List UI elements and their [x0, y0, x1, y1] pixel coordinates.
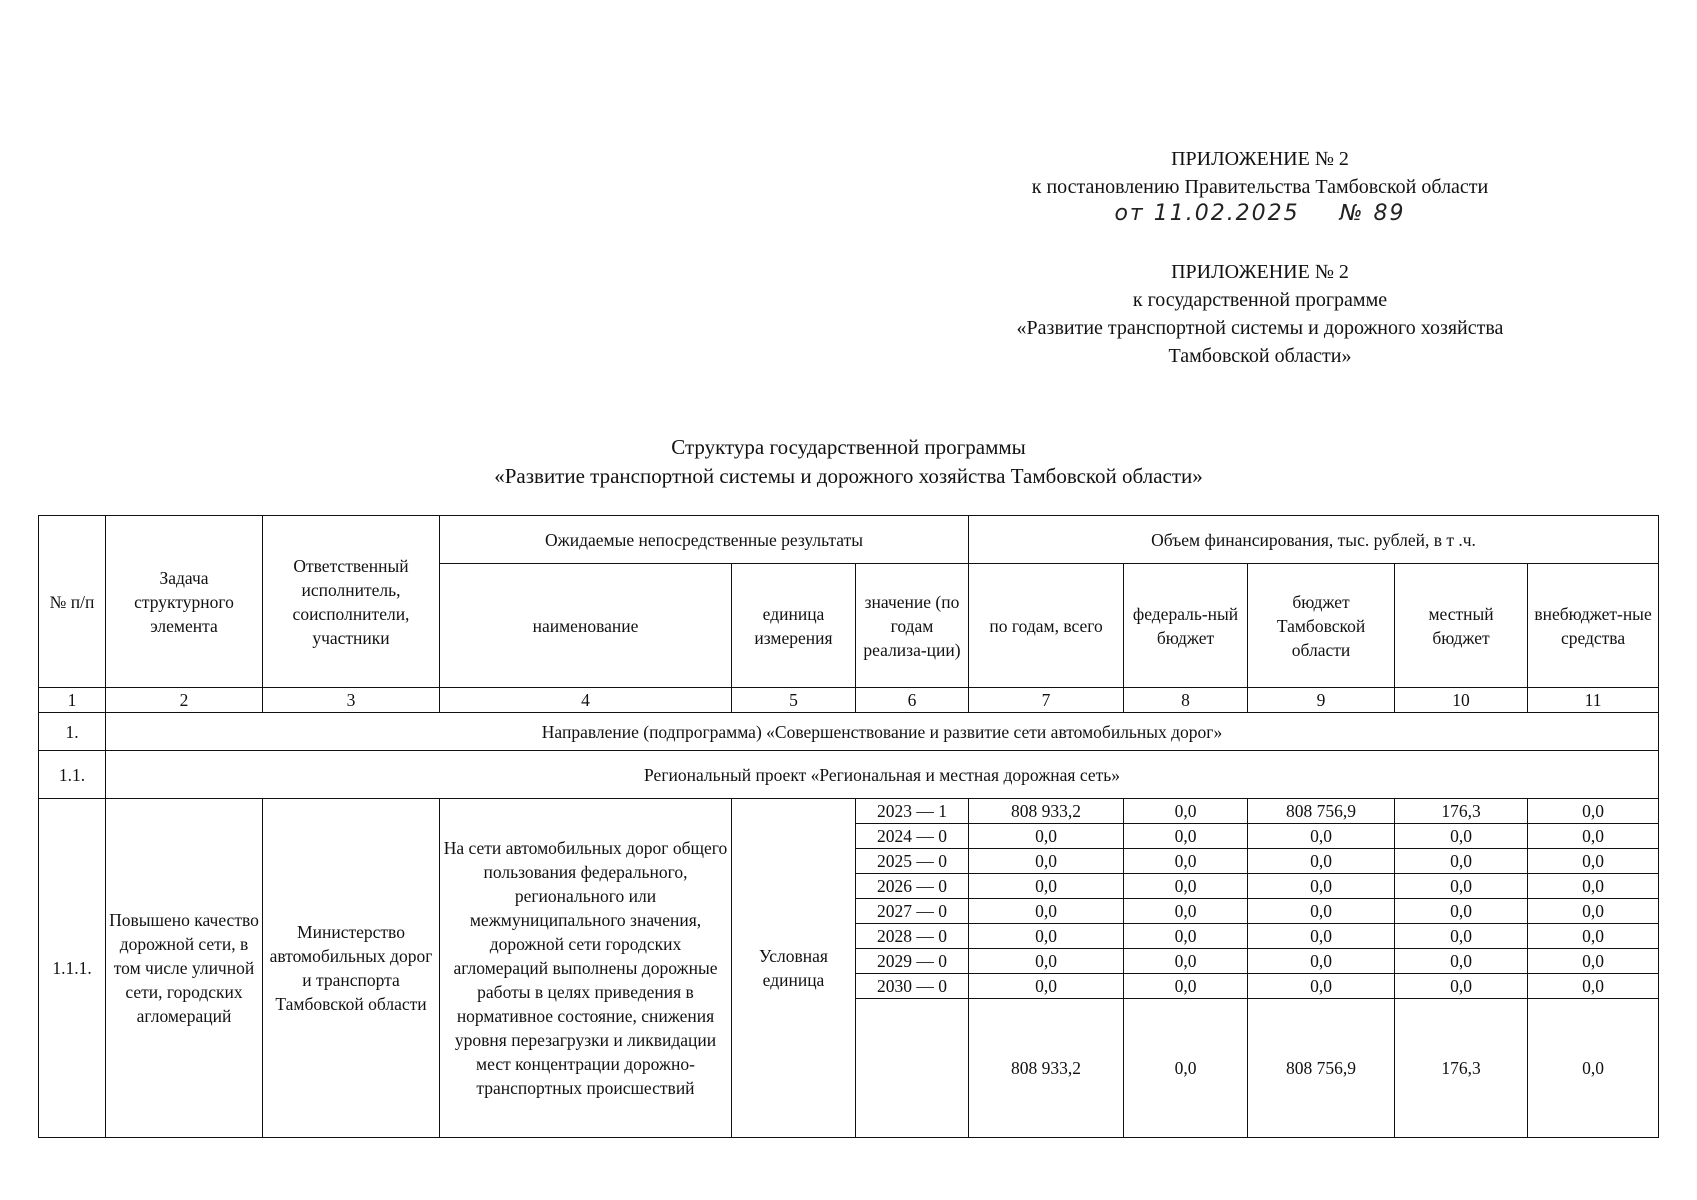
year-value: 2027 — 0 — [856, 899, 969, 924]
column-number: 2 — [106, 688, 263, 713]
appendix-program-title: ПРИЛОЖЕНИЕ № 2 — [1171, 261, 1349, 283]
header-federal: федераль-ный бюджет — [1124, 564, 1248, 688]
column-number: 4 — [440, 688, 732, 713]
year-value: 2030 — 0 — [856, 974, 969, 999]
year-value: 2024 — 0 — [856, 824, 969, 849]
document-title — [0, 433, 1697, 491]
year-extrabudget: 0,0 — [1528, 949, 1659, 974]
column-number-row — [39, 688, 1659, 713]
year-regional: 0,0 — [1248, 874, 1395, 899]
handwritten-date-number — [960, 201, 1560, 229]
subsection-num: 1.1. — [39, 751, 106, 799]
year-federal: 0,0 — [1124, 949, 1248, 974]
table-row — [39, 799, 1659, 824]
year-total: 808 933,2 — [969, 799, 1124, 824]
total-extrabudget: 0,0 — [1528, 999, 1659, 1138]
year-local: 0,0 — [1395, 974, 1528, 999]
year-value: 2029 — 0 — [856, 949, 969, 974]
year-extrabudget: 0,0 — [1528, 899, 1659, 924]
year-local: 0,0 — [1395, 849, 1528, 874]
column-number: 8 — [1124, 688, 1248, 713]
column-number: 3 — [263, 688, 440, 713]
column-number: 7 — [969, 688, 1124, 713]
document-title-line1: Структура государственной программы — [671, 435, 1026, 459]
year-federal: 0,0 — [1124, 874, 1248, 899]
year-extrabudget: 0,0 — [1528, 924, 1659, 949]
year-federal: 0,0 — [1124, 899, 1248, 924]
total-regional: 808 756,9 — [1248, 999, 1395, 1138]
year-total: 0,0 — [969, 924, 1124, 949]
column-number: 5 — [732, 688, 856, 713]
header-regional: бюджет Тамбовской области — [1248, 564, 1395, 688]
header-task: Задача структурного элемента — [106, 516, 263, 688]
header-value: значение (по годам реализа-ции) — [856, 564, 969, 688]
column-number: 10 — [1395, 688, 1528, 713]
year-extrabudget: 0,0 — [1528, 824, 1659, 849]
year-extrabudget: 0,0 — [1528, 974, 1659, 999]
item-unit: Условная единица — [732, 799, 856, 1138]
header-unit: единица измерения — [732, 564, 856, 688]
year-extrabudget: 0,0 — [1528, 874, 1659, 899]
year-local: 0,0 — [1395, 899, 1528, 924]
year-federal: 0,0 — [1124, 849, 1248, 874]
year-regional: 0,0 — [1248, 924, 1395, 949]
item-result-name: На сети автомобильных дорог общего пользования федерального, регионального или межмуниципального значения, дорожной сети городских агломераций выполнены дорожные работы в целях приведения в нормативное состояние, снижения уровня перезагрузки и ликвидации мест концентрации дорожно-транспортных происшествий — [440, 799, 732, 1138]
year-total: 0,0 — [969, 949, 1124, 974]
year-total: 0,0 — [969, 874, 1124, 899]
year-total: 0,0 — [969, 849, 1124, 874]
year-regional: 0,0 — [1248, 824, 1395, 849]
header-results-group: Ожидаемые непосредственные результаты — [440, 516, 969, 564]
year-regional: 0,0 — [1248, 949, 1395, 974]
year-local: 0,0 — [1395, 824, 1528, 849]
handwritten-date: от 11.02.2025 — [1114, 201, 1300, 226]
header-by-years-total: по годам, всего — [969, 564, 1124, 688]
appendix-resolution-subtitle: к постановлению Правительства Тамбовской области — [1031, 176, 1489, 198]
appendix-program-line2: «Развитие транспортной системы и дорожного хозяйства — [1016, 317, 1504, 339]
header-local: местный бюджет — [1395, 564, 1528, 688]
year-regional: 0,0 — [1248, 849, 1395, 874]
appendix-resolution-title: ПРИЛОЖЕНИЕ № 2 — [1171, 148, 1349, 170]
year-federal: 0,0 — [1124, 974, 1248, 999]
total-value-empty — [856, 999, 969, 1138]
header-responsible: Ответственный исполнитель, соисполнители, участники — [263, 516, 440, 688]
column-number: 1 — [39, 688, 106, 713]
column-number: 11 — [1528, 688, 1659, 713]
year-local: 176,3 — [1395, 799, 1528, 824]
appendix-program-line1: к государственной программе — [1132, 289, 1388, 311]
year-local: 0,0 — [1395, 924, 1528, 949]
year-value: 2025 — 0 — [856, 849, 969, 874]
total-federal: 0,0 — [1124, 999, 1248, 1138]
subsection-row — [39, 751, 1659, 799]
section-title: Направление (подпрограмма) «Совершенствование и развитие сети автомобильных дорог» — [106, 713, 1659, 751]
subsection-title: Региональный проект «Региональная и местная дорожная сеть» — [106, 751, 1659, 799]
year-federal: 0,0 — [1124, 799, 1248, 824]
year-local: 0,0 — [1395, 874, 1528, 899]
section-row — [39, 713, 1659, 751]
year-total: 0,0 — [969, 824, 1124, 849]
total-sum: 808 933,2 — [969, 999, 1124, 1138]
appendix-resolution-block — [960, 145, 1560, 229]
appendix-program-block — [960, 258, 1560, 370]
section-num: 1. — [39, 713, 106, 751]
year-value: 2028 — 0 — [856, 924, 969, 949]
handwritten-number: № 89 — [1339, 201, 1406, 226]
year-regional: 0,0 — [1248, 974, 1395, 999]
column-number: 9 — [1248, 688, 1395, 713]
column-number: 6 — [856, 688, 969, 713]
item-task: Повышено качество дорожной сети, в том числе уличной сети, городских агломераций — [106, 799, 263, 1138]
total-local: 176,3 — [1395, 999, 1528, 1138]
header-name: наименование — [440, 564, 732, 688]
item-responsible: Министерство автомобильных дорог и транспорта Тамбовской области — [263, 799, 440, 1138]
header-finance-group: Объем финансирования, тыс. рублей, в т .ч. — [969, 516, 1659, 564]
year-federal: 0,0 — [1124, 924, 1248, 949]
program-structure-table — [38, 515, 1659, 1138]
document-title-line2: «Развитие транспортной системы и дорожного хозяйства Тамбовской области» — [494, 464, 1203, 488]
year-total: 0,0 — [969, 899, 1124, 924]
year-regional: 808 756,9 — [1248, 799, 1395, 824]
year-local: 0,0 — [1395, 949, 1528, 974]
year-value: 2023 — 1 — [856, 799, 969, 824]
year-value: 2026 — 0 — [856, 874, 969, 899]
header-extrabudget: внебюджет-ные средства — [1528, 564, 1659, 688]
year-extrabudget: 0,0 — [1528, 849, 1659, 874]
year-total: 0,0 — [969, 974, 1124, 999]
item-num: 1.1.1. — [39, 799, 106, 1138]
year-regional: 0,0 — [1248, 899, 1395, 924]
year-extrabudget: 0,0 — [1528, 799, 1659, 824]
header-num: № п/п — [39, 516, 106, 688]
year-federal: 0,0 — [1124, 824, 1248, 849]
appendix-program-line3: Тамбовской области» — [1168, 345, 1352, 367]
